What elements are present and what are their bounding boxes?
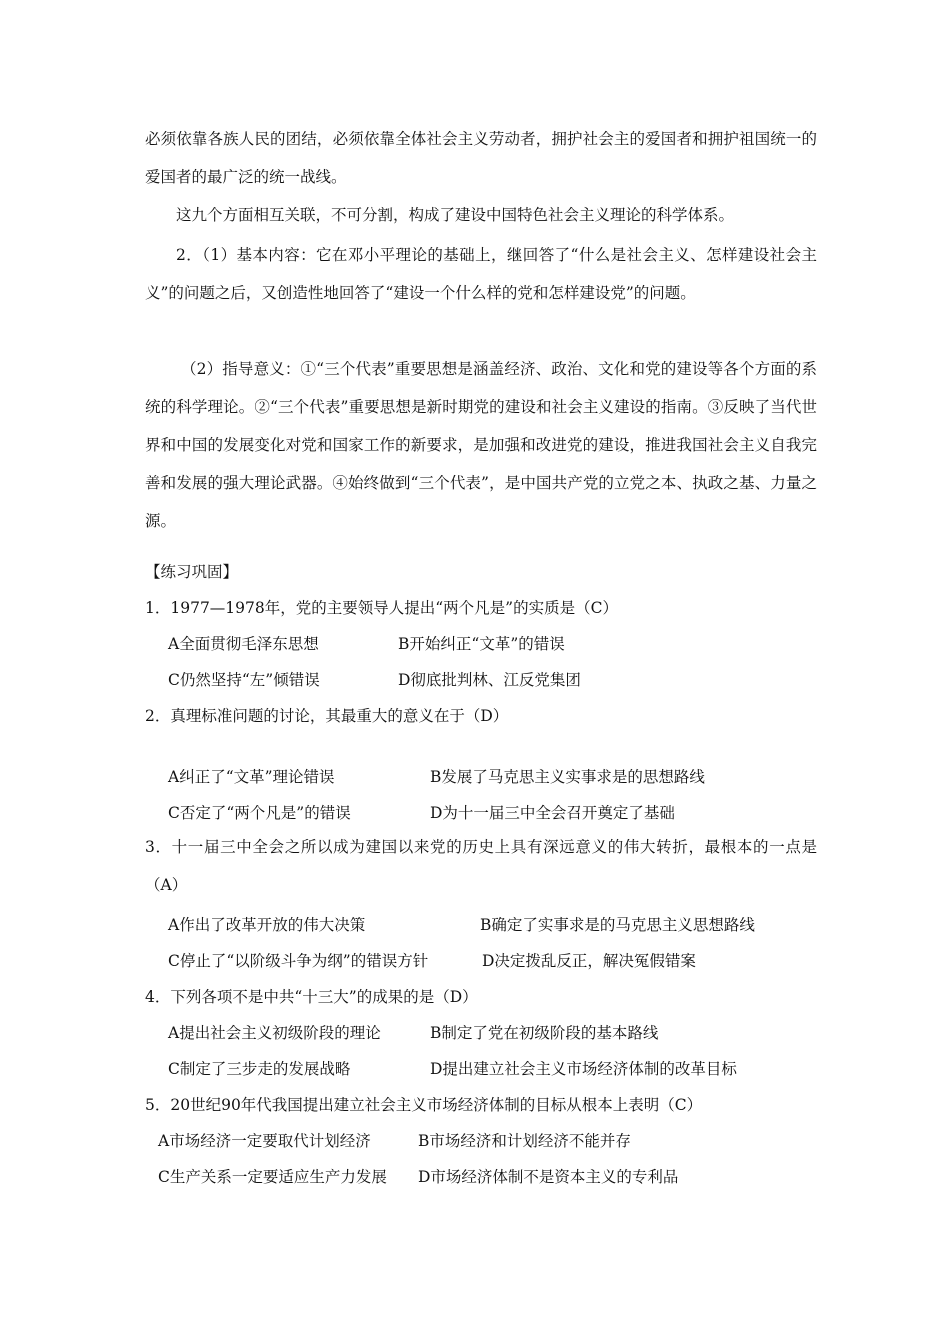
- question-4-option-d: D提出建立社会主义市场经济体制的改革目标: [430, 1060, 737, 1078]
- section-title: 【练习巩固】: [145, 563, 239, 581]
- question-1-option-c: C仍然坚持“左”倾错误: [168, 671, 320, 689]
- question-3-option-b: B确定了实事求是的马克思主义思想路线: [480, 916, 755, 934]
- question-5-stem: 5．20世纪90年代我国提出建立社会主义市场经济体制的目标从根本上表明（C）: [145, 1096, 703, 1114]
- question-1-stem: 1．1977—1978年，党的主要领导人提出“两个凡是”的实质是（C）: [145, 599, 618, 617]
- question-2-stem: 2．真理标准问题的讨论，其最重大的意义在于（D）: [145, 707, 509, 725]
- question-2-option-a: A纠正了“文革”理论错误: [168, 768, 335, 786]
- question-2-option-b: B发展了马克思主义实事求是的思想路线: [430, 768, 705, 786]
- question-4-option-b: B制定了党在初级阶段的基本路线: [430, 1024, 659, 1042]
- paragraph-nine-aspects: 这九个方面相互关联，不可分割，构成了建设中国特色社会主义理论的科学体系。: [176, 206, 735, 224]
- question-4-stem: 4．下列各项不是中共“十三大”的成果的是（D）: [145, 988, 478, 1006]
- question-3-option-c: C停止了“以阶级斗争为纲”的错误方针: [168, 952, 429, 970]
- question-5-option-b: B市场经济和计划经济不能并存: [418, 1132, 631, 1150]
- paragraph-united-front: 必须依靠各族人民的团结，必须依靠全体社会主义劳动者，拥护社会主的爱国者和拥护祖国统一的爱国者的最广泛的统一战线。: [145, 130, 817, 186]
- question-3-option-d: D决定拨乱反正，解决冤假错案: [482, 952, 696, 970]
- question-2-option-d: D为十一届三中全会召开奠定了基础: [430, 804, 675, 822]
- question-2-option-c: C否定了“两个凡是”的错误: [168, 804, 351, 822]
- question-5-option-a: A市场经济一定要取代计划经济: [158, 1132, 371, 1150]
- paragraph-basic-content: 2．（1）基本内容：它在邓小平理论的基础上，继回答了“什么是社会主义、怎样建设社会主义”的问题之后，又创造性地回答了“建设一个什么样的党和怎样建设党”的问题。: [145, 246, 817, 302]
- paragraph-guiding-significance: （2）指导意义：①“三个代表”重要思想是涵盖经济、政治、文化和党的建设等各个方面的系统的科学理论。②“三个代表”重要思想是新时期党的建设和社会主义建设的指南。③反映了当代世界和中国的发展变化对党和国家工作的新要求，是加强和改进党的建设，推进我国社会主义自我完善和发展的强大理论武器。④始终做到“三个代表”，是中国共产党的立党之本、执政之基、力量之源。: [145, 360, 817, 530]
- question-5-option-c: C生产关系一定要适应生产力发展: [158, 1168, 387, 1186]
- question-4-option-c: C制定了三步走的发展战略: [168, 1060, 351, 1078]
- question-1-option-a: A全面贯彻毛泽东思想: [168, 635, 319, 653]
- question-4-option-a: A提出社会主义初级阶段的理论: [168, 1024, 381, 1042]
- question-5-option-d: D市场经济体制不是资本主义的专利品: [418, 1168, 679, 1186]
- question-3-stem: 3．十一届三中全会之所以成为建国以来党的历史上具有深远意义的伟大转折，最根本的一点是（A）: [145, 838, 817, 894]
- question-1-option-b: B开始纠正“文革”的错误: [398, 635, 565, 653]
- question-1-option-d: D彻底批判林、江反党集团: [398, 671, 581, 689]
- question-3-option-a: A作出了改革开放的伟大决策: [168, 916, 366, 934]
